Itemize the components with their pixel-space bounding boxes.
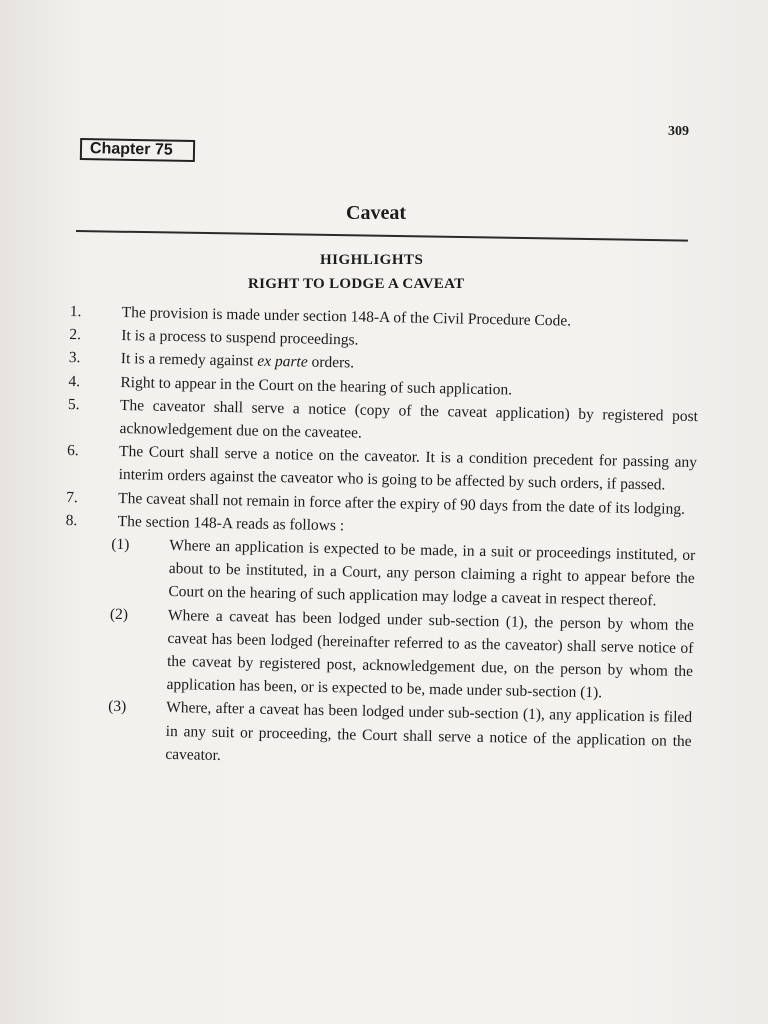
item-text: The caveator shall serve a notice (copy of the caveat application) by registered post acknowledgement due on the caveatee.: [119, 396, 699, 442]
subsection-item: [108, 602, 694, 706]
subsection-text: Where a caveat has been lodged under sub-section (1), the person by whom the caveat has been lodged (hereinafter referred to as the caveator) shall serve notice of the caveat by registered post, acknowledgement due, on the person by whom the application has been, or is expected to be, made under sub-section (1).: [166, 606, 695, 702]
chapter-label: Chapter 75: [80, 138, 195, 162]
subsection-item: [110, 533, 695, 614]
page-number: 309: [668, 124, 689, 139]
item-text: The Court shall serve a notice on the caveator. It is a condition precedent for passing any interim orders against the caveator who is going to be affected by such orders, if passed.: [118, 443, 698, 494]
subsection-item: [107, 695, 692, 776]
item-text: It is a process to suspend proceedings.: [121, 327, 359, 349]
item-text-end: orders.: [307, 353, 355, 372]
content-body: [61, 300, 700, 776]
item-text: The caveat shall not remain in force after the expiry of 90 days from the date of its lodging.: [118, 489, 686, 518]
subsection-text: Where an application is expected to be made, in a suit or proceedings instituted, or about to be instituted, in a Court, any person claiming a right to appear before the Court on the hearing of such application may lodge a caveat in respect thereof.: [168, 536, 696, 610]
title-rule: [76, 230, 688, 242]
item-number: 1.: [69, 302, 82, 321]
subheading: RIGHT TO LODGE A CAVEAT: [248, 276, 465, 292]
item-number: 5.: [67, 395, 80, 414]
item-text: The section 148-A reads as follows :: [117, 512, 345, 535]
item-text-italic: ex parte: [257, 353, 308, 371]
item-number: 6.: [66, 442, 79, 460]
item-text: Right to appear in the Court on the hearing of such application.: [120, 373, 513, 399]
highlights-heading: HIGHLIGHTS: [320, 252, 424, 268]
item-number: 4.: [68, 372, 81, 390]
subsection-number: (3): [108, 698, 127, 716]
page-title: Caveat: [346, 202, 406, 224]
subsection-number: (2): [109, 605, 129, 623]
item-number: 2.: [69, 326, 82, 344]
item-number: 8.: [65, 511, 78, 530]
subsection-text: Where, after a caveat has been lodged under sub-section (1), any application is filed in any suit or proceeding, the Court shall serve a notice of the application on the caveator.: [165, 699, 693, 764]
subsection-number: (1): [111, 535, 130, 554]
item-number: 7.: [66, 488, 79, 506]
item-text-start: It is a remedy against: [120, 350, 258, 371]
item-number: 3.: [68, 349, 81, 367]
item-text: The provision is made under section 148-A of the Civil Procedure Code.: [121, 303, 572, 330]
